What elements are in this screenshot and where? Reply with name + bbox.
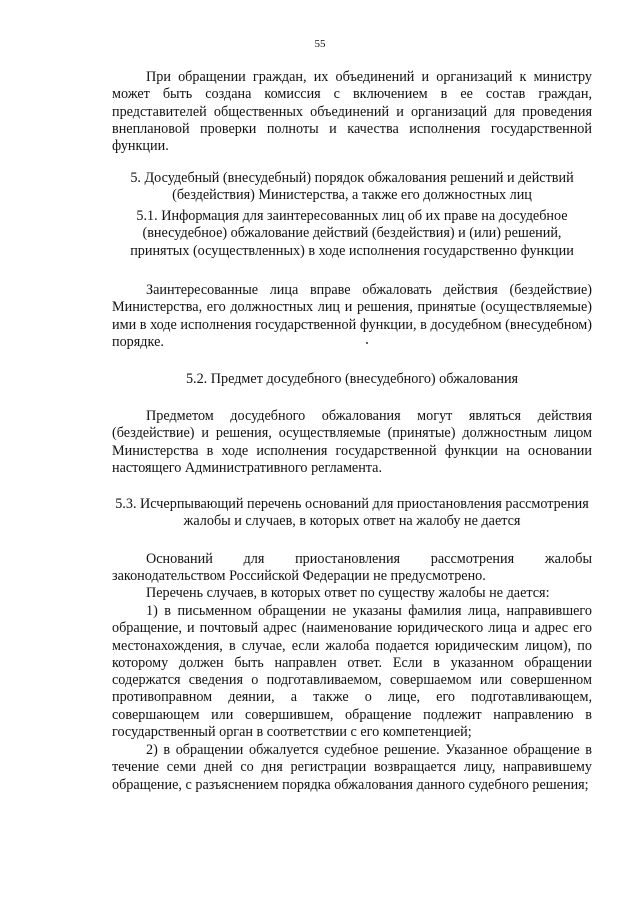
paragraph-subject-of-appeal: Предметом досудебного обжалования могут являться действия (бездействие) и решения, осуществляемые (принятые) должностным лицом Министерства в ходе исполнения государственной функции на основании настоящего Административного регламента. bbox=[112, 408, 592, 476]
section-5-1-heading: 5.1. Информация для заинтересованных лиц об их праве на досудебное (внесудебное) обжалование действий (бездействия) и (или) решений, принятых (осуществленных) в ходе исполнения государственно функции bbox=[130, 208, 574, 259]
list-item-2: 2) в обращении обжалуется судебное решение. Указанное обращение в течение семи дней со дня регистрации возвращается лицу, направившему обращение, с разъяснением порядка обжалования данного судебного решения; bbox=[112, 742, 592, 793]
speck-mark bbox=[366, 342, 368, 344]
paragraph-commission: При обращении граждан, их объединений и организаций к министру может быть создана комиссия с включением в ее состав граждан, представителей общественных объединений и организаций для проведения внеплановой проверки полноты и качества исполнения государственной функции. bbox=[112, 69, 592, 155]
paragraph-cases-list-intro: Перечень случаев, в которых ответ по существу жалобы не дается: bbox=[146, 585, 550, 601]
section-5-3-heading: 5.3. Исчерпывающий перечень оснований для приостановления рассмотрения жалобы и случаев, в которых ответ на жалобу не дается bbox=[115, 496, 589, 530]
paragraph-no-grounds: Оснований для приостановления рассмотрения жалобы законодательством Российской Федерации не предусмотрено. bbox=[112, 551, 592, 585]
list-item-1: 1) в письменном обращении не указаны фамилия лица, направившего обращение, и почтовый адрес (наименование юридического лица и адрес его местонахождения, в случае, если жалоба подается юридическим лицом), по которому должен быть направлен ответ. Если в указанном обращении содержатся сведения о подготавливаемом, совершаемом или совершенном противоправном деянии, а также о лице, его подготавливающем, совершающем или совершившем, обращение подлежит направлению в государственный орган в соответствии с его компетенцией; bbox=[112, 603, 592, 741]
section-5-2-heading: 5.2. Предмет досудебного (внесудебного) обжалования bbox=[185, 371, 519, 387]
page-number: 55 bbox=[314, 38, 326, 50]
section-5-heading: 5. Досудебный (внесудебный) порядок обжалования решений и действий (бездействия) Министерства, а также его должностных лиц bbox=[130, 170, 574, 204]
paragraph-right-to-appeal: Заинтересованные лица вправе обжаловать действия (бездействие) Министерства, его должностных лиц и решения, принятые (осуществляемые) ими в ходе исполнения государственной функции, в досудебном (внесудебном) порядке. bbox=[112, 282, 592, 350]
